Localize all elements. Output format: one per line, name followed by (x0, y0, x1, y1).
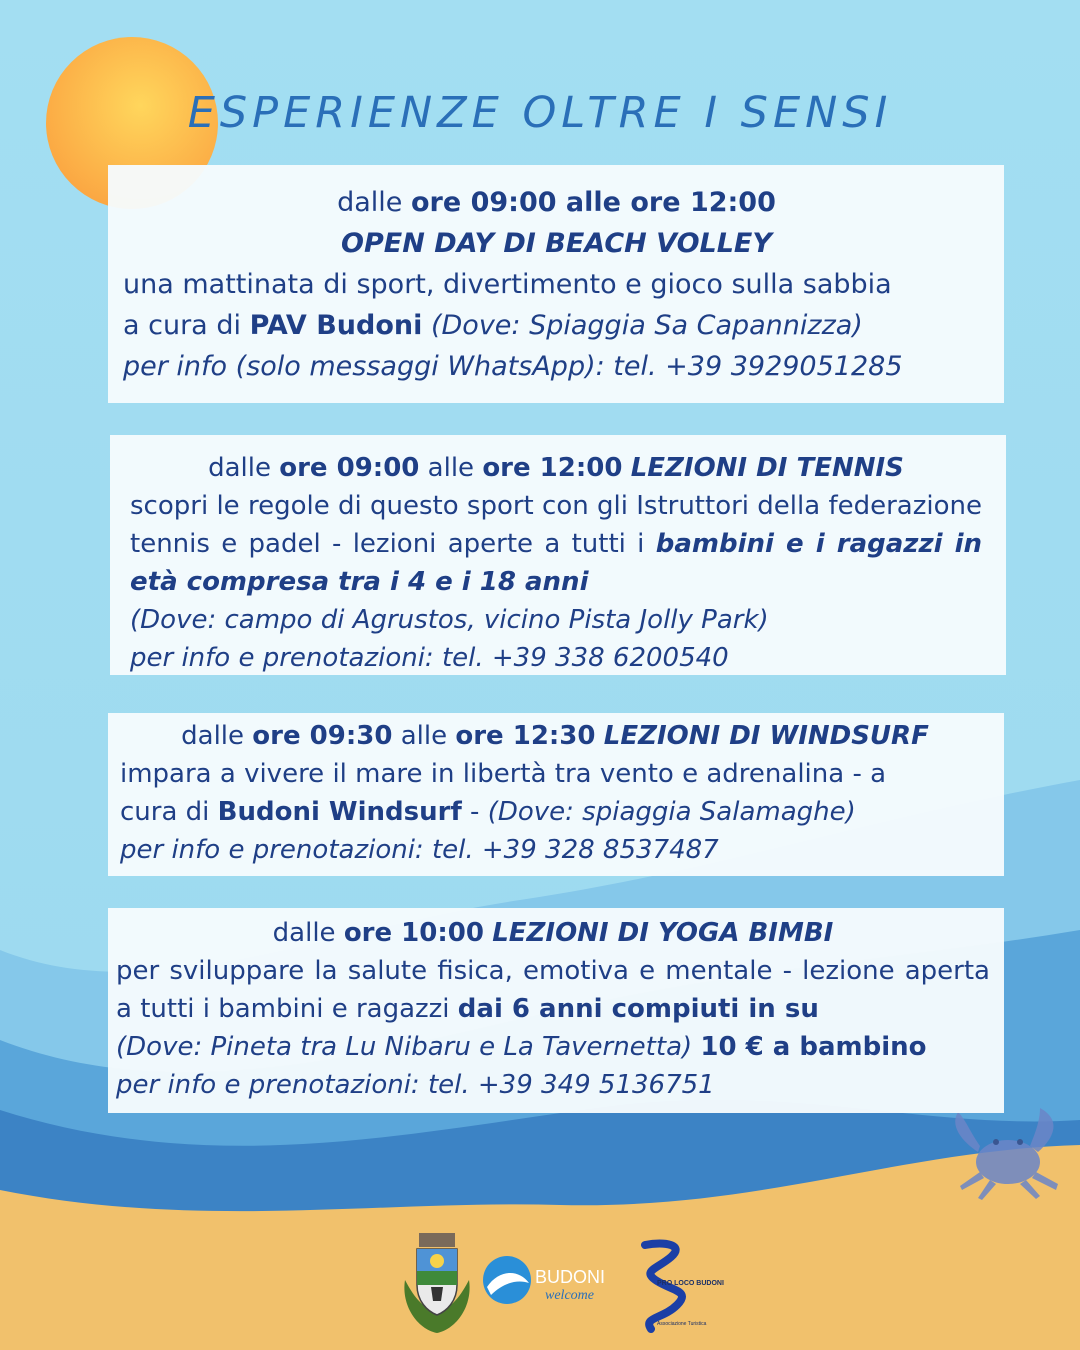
time-prefix: dalle (181, 721, 245, 751)
event-description: scopri le regole di questo sport con gli Istruttori della federazione tennis e padel - lezioni aperte a tutti i (130, 491, 982, 559)
time-mid: alle (427, 453, 475, 483)
event-description: una mattinata di sport, divertimento e gioco sulla sabbia (123, 269, 892, 300)
event-time (123, 182, 990, 223)
time-end: ore 12:00 (482, 453, 623, 483)
event-age: dai 6 anni compiuti in su (457, 994, 819, 1024)
event-location: (Dove: campo di Agrustos, vicino Pista Jolly Park) (130, 605, 769, 635)
event-contact: per info (solo messaggi WhatsApp): tel. +39 3929051285 (123, 351, 903, 382)
event-description: per sviluppare la salute fisica, emotiva e mentale - lezione aperta a tutti i bambini e ragazzi (116, 956, 990, 1024)
time-range: ore 09:00 alle ore 12:00 (411, 187, 776, 218)
event-card-tennis (110, 435, 1006, 675)
event-title: OPEN DAY DI BEACH VOLLEY (341, 228, 772, 259)
event-location: (Dove: Spiaggia Sa Capannizza) (430, 310, 863, 341)
event-contact: per info e prenotazioni: tel. +39 349 5136751 (116, 1070, 715, 1100)
event-card-windsurf (108, 713, 1004, 876)
time-mid: alle (400, 721, 448, 751)
event-location: (Dove: Pineta tra Lu Nibaru e La Tavernetta) (116, 1032, 693, 1062)
event-location: (Dove: spiaggia Salamaghe) (487, 797, 856, 827)
event-title: LEZIONI DI TENNIS (630, 453, 904, 483)
event-description-block (116, 952, 990, 1028)
event-title: LEZIONI DI WINDSURF (603, 721, 929, 751)
event-time (116, 914, 990, 952)
budoni-welcome-logo (483, 1256, 605, 1304)
event-description: impara a vivere il mare in libertà tra vento e adrenalina - a cura di (120, 759, 887, 827)
separator: - (470, 797, 480, 827)
budoni-label: BUDONI (535, 1267, 606, 1287)
event-card-yoga (108, 908, 1004, 1113)
event-audience: bambini e i ragazzi in età compresa tra i 4 e i 18 anni (130, 529, 983, 597)
event-time (130, 449, 982, 487)
event-card-beach-volley (108, 165, 1004, 403)
footer-logos (395, 1225, 724, 1340)
coat-of-arms-icon (404, 1233, 469, 1333)
time-start: ore 10:00 (343, 918, 484, 948)
organizer: Budoni Windsurf (217, 797, 462, 827)
time-end: ore 12:30 (455, 721, 596, 751)
welcome-label: welcome (545, 1288, 594, 1303)
time-start: ore 09:30 (252, 721, 393, 751)
event-time (120, 717, 990, 755)
time-prefix: dalle (272, 918, 336, 948)
event-description-block (120, 755, 940, 831)
pro-loco-label: PRO LOCO BUDONI (657, 1280, 724, 1287)
event-description-block (130, 487, 982, 601)
time-prefix: dalle (337, 187, 403, 218)
event-contact: per info e prenotazioni: tel. +39 328 8537487 (120, 835, 719, 865)
time-prefix: dalle (208, 453, 271, 483)
event-title: LEZIONI DI YOGA BIMBI (492, 918, 834, 948)
organizer: PAV Budoni (249, 310, 423, 341)
event-price: 10 € a bambino (700, 1032, 927, 1062)
pro-loco-sub: Associazione Turistica (657, 1321, 707, 1327)
time-start: ore 09:00 (279, 453, 420, 483)
event-organizer-line (123, 305, 990, 346)
event-contact: per info e prenotazioni: tel. +39 338 6200540 (130, 643, 729, 673)
page-title: ESPERIENZE OLTRE I SENSI (187, 88, 893, 138)
by-prefix: a cura di (123, 310, 241, 341)
event-location-line (116, 1028, 990, 1066)
